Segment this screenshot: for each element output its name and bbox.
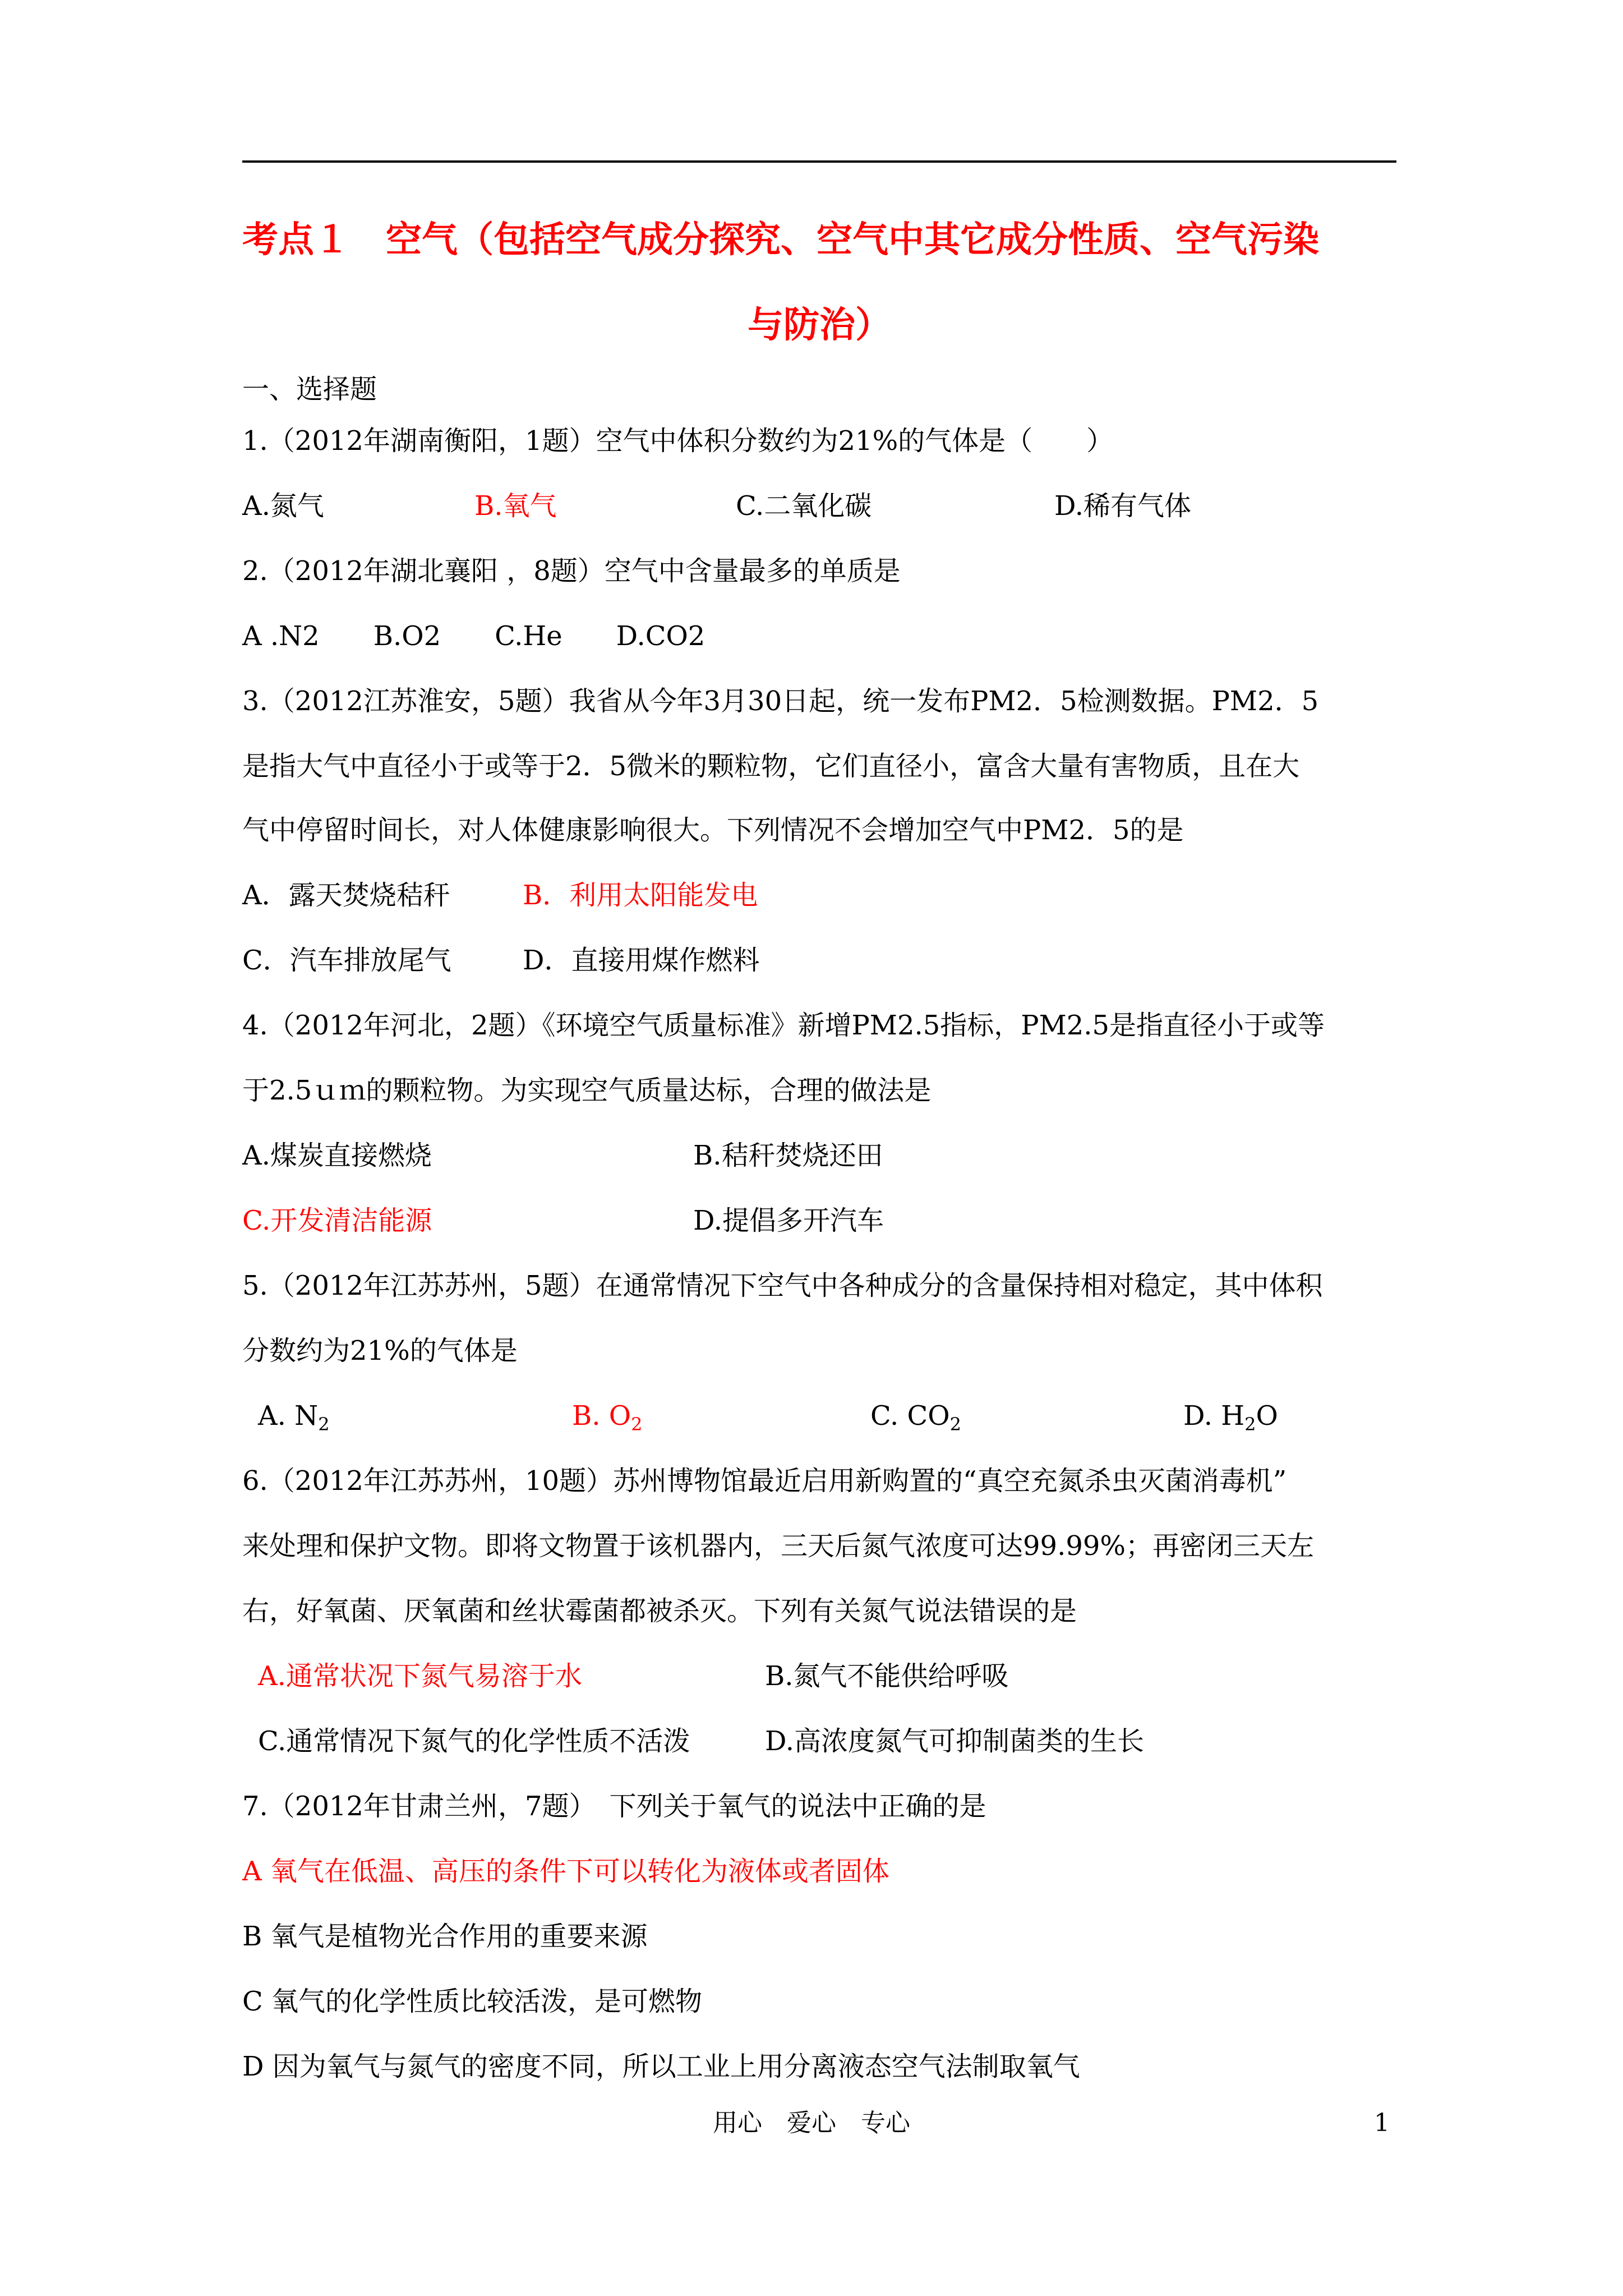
q5-option-d: D. $H_2O$ — [1183, 1400, 1278, 1435]
page-title-line2: 与防治） — [748, 304, 891, 346]
q4-option-a: A.煤炭直接燃烧 — [242, 1140, 432, 1171]
q7-stem: 7.（2012年甘肃兰州，7题） 下列关于氧气的说法中正确的是 — [242, 1791, 986, 1822]
q3-option-d: D．直接用煤作燃料 — [523, 945, 760, 976]
q1-option-b: B.氧气 — [474, 490, 557, 522]
q5-option-c: C. $CO_2$ — [870, 1400, 961, 1435]
q7-option-a: A 氧气在低温、高压的条件下可以转化为液体或者固体 — [242, 1856, 889, 1887]
q1-option-d: D.稀有气体 — [1054, 490, 1192, 522]
q3-stem-line3: 气中停留时间长，对人体健康影响很大。下列情况不会增加空气中PM2．5的是 — [242, 815, 1184, 846]
q6-option-b: B.氮气不能供给呼吸 — [765, 1660, 1009, 1692]
q6-stem-line1: 6.（2012年江苏苏州，10题）苏州博物馆最近启用新购置的“真空充氮杀虫灭菌消毒机” — [242, 1465, 1287, 1497]
q3-option-c: C．汽车排放尾气 — [242, 945, 451, 976]
q1-option-c: C.二氧化碳 — [736, 490, 872, 522]
page-title-line1: 考点１ 空气（包括空气成分探究、空气中其它成分性质、空气污染 — [242, 219, 1319, 261]
page-number: 1 — [1374, 2109, 1390, 2137]
q6-option-a: A.通常状况下氮气易溶于水 — [258, 1660, 582, 1692]
q4-option-d: D.提倡多开汽车 — [693, 1205, 884, 1236]
q2-stem: 2.（2012年湖北襄阳 ，8题）空气中含量最多的单质是 — [242, 555, 901, 587]
q6-stem-line3: 右，好氧菌、厌氧菌和丝状霉菌都被杀灭。下列有关氮气说法错误的是 — [242, 1595, 1077, 1627]
page-footer: 用心 爱心 专心 — [713, 2109, 910, 2137]
q7-option-b: B 氧气是植物光合作用的重要来源 — [242, 1921, 648, 1952]
q6-option-c: C.通常情况下氮气的化学性质不活泼 — [258, 1726, 690, 1757]
q3-option-b: B．利用太阳能发电 — [523, 880, 758, 911]
q5-stem-line1: 5.（2012年江苏苏州，5题）在通常情况下空气中各种成分的含量保持相对稳定，其中体积 — [242, 1270, 1323, 1301]
q4-option-c: C.开发清洁能源 — [242, 1205, 432, 1236]
q3-stem-line1: 3.（2012江苏淮安，5题）我省从今年3月30日起，统一发布PM2．5检测数据。PM2．5 — [242, 685, 1319, 717]
section-heading: 一、选择题 — [242, 374, 377, 405]
q5-stem-line2: 分数约为21%的气体是 — [242, 1335, 518, 1366]
q2-options: A .N2 B.O2 C.He D.CO2 — [242, 620, 706, 652]
q1-option-a: A.氮气 — [242, 490, 324, 522]
q1-stem: 1.（2012年湖南衡阳，1题）空气中体积分数约为21%的气体是（ ） — [242, 425, 1114, 457]
q7-option-d: D 因为氧气与氮气的密度不同，所以工业上用分离液态空气法制取氧气 — [242, 2051, 1080, 2082]
q5-option-b: B. $O_2$ — [572, 1400, 643, 1435]
q4-option-b: B.秸秆焚烧还田 — [693, 1140, 883, 1171]
q6-stem-line2: 来处理和保护文物。即将文物置于该机器内，三天后氮气浓度可达99.99%；再密闭三天左 — [242, 1530, 1315, 1562]
q7-option-c: C 氧气的化学性质比较活泼，是可燃物 — [242, 1986, 702, 2017]
q6-option-d: D.高浓度氮气可抑制菌类的生长 — [765, 1726, 1145, 1757]
q3-stem-line2: 是指大气中直径小于或等于2．5微米的颗粒物，它们直径小，富含大量有害物质，且在大 — [242, 751, 1300, 782]
q5-option-a: A. $N_2$ — [258, 1400, 330, 1435]
q4-stem-line2: 于2.5ｕｍ的颗粒物。为实现空气质量达标，合理的做法是 — [242, 1075, 932, 1106]
q4-stem-line1: 4.（2012年河北，2题）《环境空气质量标准》新增PM2.5指标，PM2.5是指直径小于或等 — [242, 1010, 1325, 1041]
q3-option-a: A．露天焚烧秸秆 — [242, 880, 450, 911]
header-rule — [242, 160, 1396, 163]
